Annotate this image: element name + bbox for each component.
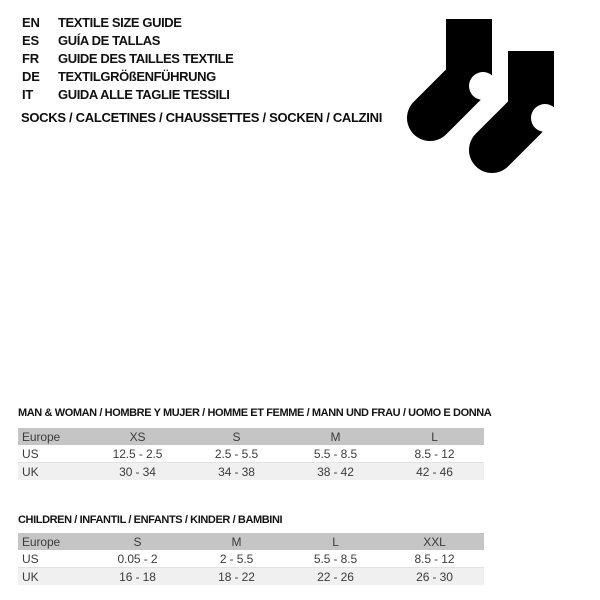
language-label: GUIDE DES TAILLES TEXTILE bbox=[58, 51, 234, 66]
table-title: MAN & WOMAN / HOMBRE Y MUJER / HOMME ET FEMME / MANN UND FRAU / UOMO E DONNA bbox=[18, 407, 492, 419]
table-row-uk bbox=[18, 568, 484, 585]
table-body bbox=[18, 533, 484, 585]
header-cell-size: XXL bbox=[423, 534, 446, 549]
size-value: 5.5 - 8.5 bbox=[313, 446, 358, 461]
size-value: 8.5 - 12 bbox=[414, 551, 455, 566]
table-title: CHILDREN / INFANTIL / ENFANTS / KINDER / BAMBINI bbox=[18, 514, 283, 526]
header-cell-region: Europe bbox=[22, 534, 61, 549]
size-value: 22 - 26 bbox=[317, 569, 354, 584]
size-value: 30 - 34 bbox=[119, 464, 156, 479]
size-value: 34 - 38 bbox=[218, 464, 255, 479]
language-row-de bbox=[22, 68, 233, 86]
table-row-uk bbox=[18, 463, 484, 480]
row-label: US bbox=[22, 446, 39, 461]
language-row-fr bbox=[22, 50, 233, 68]
table-header-row bbox=[18, 533, 484, 550]
header-cell-size: S bbox=[232, 429, 241, 444]
size-value: 38 - 42 bbox=[317, 464, 354, 479]
table-header-row bbox=[18, 428, 484, 445]
table-body bbox=[18, 428, 484, 480]
size-value: 18 - 22 bbox=[218, 569, 255, 584]
size-value: 5.5 - 8.5 bbox=[313, 551, 358, 566]
size-value: 16 - 18 bbox=[119, 569, 156, 584]
header-cell-size: XS bbox=[129, 429, 146, 444]
header-cell-size: S bbox=[133, 534, 142, 549]
language-label: TEXTILE SIZE GUIDE bbox=[58, 15, 182, 30]
language-label: TEXTILGRÖßENFÜHRUNG bbox=[58, 69, 216, 84]
header-cell-region: Europe bbox=[22, 429, 61, 444]
language-code: DE bbox=[22, 69, 40, 84]
language-code: IT bbox=[22, 87, 34, 102]
header-cell-size: L bbox=[332, 534, 339, 549]
header-cell-size: M bbox=[231, 534, 242, 549]
table-row-us bbox=[18, 550, 484, 568]
category-title: SOCKS / CALCETINES / CHAUSSETTES / SOCKEN / CALZINI bbox=[21, 110, 383, 125]
table-row-us bbox=[18, 445, 484, 463]
header-cell-size: L bbox=[431, 429, 438, 444]
size-value: 12.5 - 2.5 bbox=[112, 446, 163, 461]
header-cell-size: M bbox=[330, 429, 341, 444]
size-value: 2.5 - 5.5 bbox=[214, 446, 259, 461]
language-row-es bbox=[22, 32, 233, 50]
row-label: UK bbox=[22, 569, 39, 584]
row-label: US bbox=[22, 551, 39, 566]
size-table-children bbox=[18, 513, 484, 585]
language-label: GUÍA DE TALLAS bbox=[58, 33, 161, 48]
size-value: 42 - 46 bbox=[416, 464, 453, 479]
size-value: 2 - 5.5 bbox=[219, 551, 254, 566]
language-code: ES bbox=[22, 33, 39, 48]
socks-icon bbox=[400, 10, 570, 180]
language-code: FR bbox=[22, 51, 39, 66]
size-table-man-woman bbox=[18, 406, 492, 480]
language-code: EN bbox=[22, 15, 40, 30]
row-label: UK bbox=[22, 464, 39, 479]
language-label: GUIDA ALLE TAGLIE TESSILI bbox=[58, 87, 230, 102]
size-value: 26 - 30 bbox=[416, 569, 453, 584]
size-value: 0.05 - 2 bbox=[117, 551, 158, 566]
language-list bbox=[22, 14, 233, 104]
language-row-it bbox=[22, 86, 233, 104]
size-value: 8.5 - 12 bbox=[414, 446, 455, 461]
language-row-en bbox=[22, 14, 233, 32]
